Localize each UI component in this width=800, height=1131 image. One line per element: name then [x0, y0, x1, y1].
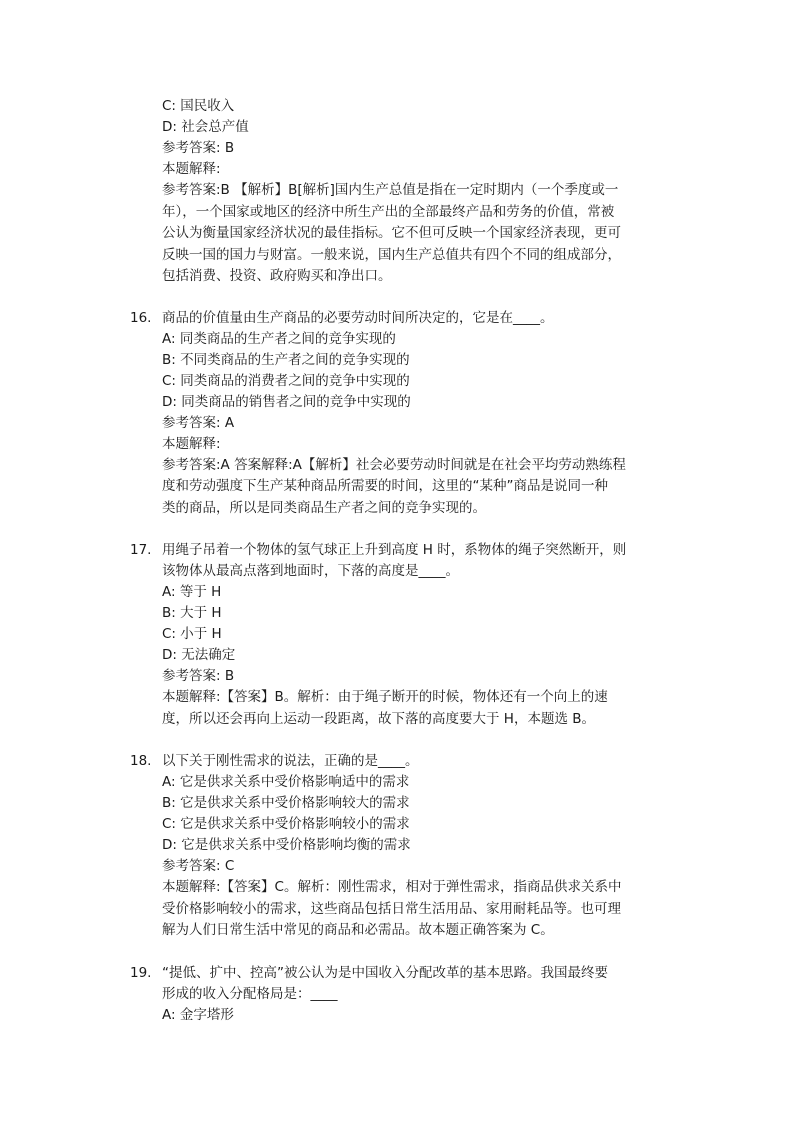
- explanation-line: 解为人们日常生活中常见的商品和必需品。故本题正确答案为 C。: [162, 922, 554, 938]
- option-a: A: 金字塔形: [162, 1006, 234, 1023]
- explanation-line: 反映一国的国力与财富。一般来说，国内生产总值共有四个不同的组成部分，: [162, 246, 621, 263]
- explanation-line: 度和劳动强度下生产某种商品所需要的时间，这里的“某种”商品是说同一种: [162, 478, 608, 494]
- option-a: A: 它是供求关系中受价格影响适中的需求: [162, 774, 410, 790]
- answer: 参考答案: A: [162, 414, 235, 431]
- option-d: D: 它是供求关系中受价格影响均衡的需求: [162, 837, 411, 853]
- option-d: D: 同类商品的销售者之间的竞争中实现的: [162, 393, 411, 410]
- option-d: D: 无法确定: [162, 647, 236, 663]
- question-stem: 形成的收入分配格局是：____: [162, 985, 338, 1002]
- question-stem: 该物体从最高点落到地面时，下落的高度是____。: [162, 563, 459, 579]
- question-number: 19.: [130, 964, 152, 981]
- question-stem: 商品的价值量由生产商品的必要劳动时间所决定的，它是在____。: [162, 309, 554, 326]
- document-content: [130, 96, 682, 1047]
- option-c: C: 小于 H: [162, 626, 222, 642]
- answer: 参考答案: B: [162, 668, 235, 684]
- explanation-line: 包括消费、投资、政府购买和净出口。: [162, 268, 392, 284]
- question-18: [130, 751, 682, 942]
- option-c: C: 国民收入: [162, 98, 235, 114]
- question-19: [130, 963, 682, 1026]
- question-number: 17.: [130, 542, 152, 558]
- option-a: A: 同类商品的生产者之间的竞争实现的: [162, 330, 396, 347]
- explanation-label: 本题解释:: [162, 435, 221, 452]
- explanation-line: 本题解释:【答案】B。解析：由于绳子断开的时候，物体还有一个向上的速: [162, 689, 608, 705]
- option-c: C: 同类商品的消费者之间的竞争中实现的: [162, 372, 410, 389]
- explanation-line: 参考答案:A 答案解释:A【解析】社会必要劳动时间就是在社会平均劳动熟练程: [162, 456, 626, 473]
- answer: 参考答案: C: [162, 858, 235, 874]
- question-stem: 用绳子吊着一个物体的氢气球正上升到高度 H 时，系物体的绳子突然断开，则: [162, 542, 627, 558]
- explanation-line: 参考答案:B 【解析】B[解析]国内生产总值是指在一定时期内（一个季度或一: [162, 182, 619, 198]
- question-stem: “提低、扩中、控高”被公认为是中国收入分配改革的基本思路。我国最终要: [162, 964, 608, 981]
- option-c: C: 它是供求关系中受价格影响较小的需求: [162, 816, 410, 832]
- question-stem: 以下关于刚性需求的说法，正确的是____。: [162, 753, 419, 769]
- option-b: B: 不同类商品的生产者之间的竞争实现的: [162, 351, 410, 368]
- explanation-line: 公认为衡量国家经济状况的最佳指标。它不但可反映一个国家经济表现，更可: [162, 225, 621, 241]
- explanation-line: 类的商品，所以是同类商品生产者之间的竞争实现的。: [162, 499, 486, 516]
- question-15-continued: [162, 96, 682, 288]
- option-d: D: 社会总产值: [162, 119, 249, 135]
- option-b: B: 它是供求关系中受价格影响较大的需求: [162, 795, 410, 811]
- question-number: 16.: [130, 309, 152, 326]
- explanation-line: 年），一个国家或地区的经济中所生产出的全部最终产品和劳务的价值，常被: [162, 203, 615, 220]
- question-17: [130, 540, 682, 730]
- question-number: 18.: [130, 753, 152, 769]
- question-16: [130, 308, 682, 520]
- answer: 参考答案: B: [162, 140, 235, 156]
- explanation-label: 本题解释:: [162, 161, 221, 177]
- option-b: B: 大于 H: [162, 605, 222, 621]
- explanation-line: 本题解释:【答案】C。解析：刚性需求，相对于弹性需求，指商品供求关系中: [162, 879, 622, 895]
- option-a: A: 等于 H: [162, 584, 222, 600]
- explanation-line: 度，所以还会再向上运动一段距离，故下落的高度要大于 H，本题选 B。: [162, 710, 595, 727]
- explanation-line: 受价格影响较小的需求，这些商品包括日常生活用品、家用耐耗品等。也可理: [162, 900, 621, 917]
